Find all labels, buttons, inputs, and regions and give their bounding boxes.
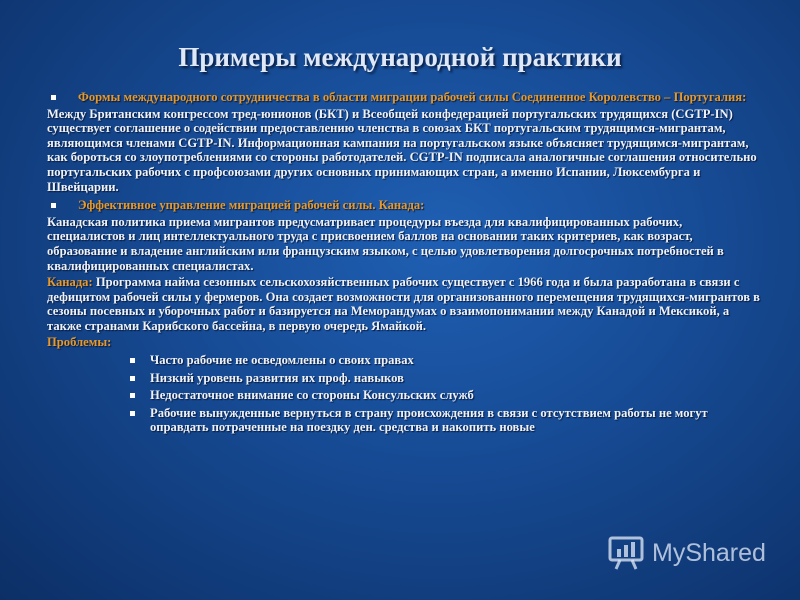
problem-item: Рабочие вынужденные вернуться в страну происхождения в связи с отсутствием работы не могут оправдать потраченные на поездку ден. средства и накопить новые (47, 406, 762, 435)
section-header-canada: Эффективное управление миграцией рабочей силы. Канада: (47, 198, 762, 213)
canada-label: Канада: (47, 275, 93, 290)
slide-content (47, 90, 762, 438)
section-header-uk-portugal: Формы международного сотрудничества в области миграции рабочей силы Соединенное Королевство – Португалия: (47, 90, 762, 105)
slide-title: Примеры международной практики (178, 42, 622, 72)
section-body-canada-policy: Канадская политика приема мигрантов предусматривает процедуры въезда для квалифицированных рабочих, специалистов и лиц интеллектуального труда с присвоением баллов на основании таких критериев, как возраст, образование и владение английским или французским языком, с целью удовлетворения долгосрочных потребностей в квалифицированных специалистах. (47, 214, 724, 273)
problem-item: Недостаточное внимание со стороны Консульских служб (47, 388, 762, 403)
watermark-text: MyShared (652, 538, 766, 567)
problems-header: Проблемы: (47, 334, 112, 349)
myshared-watermark (608, 533, 766, 573)
problem-item: Часто рабочие не осведомлены о своих правах (47, 353, 762, 368)
section-body-uk-portugal: Между Британским конгрессом тред-юнионов (БКТ) и Всеобщей конфедерацией португальских трудящихся (CGTP-IN) существует соглашение о содействии предоставлению членства в союзах БКТ португальским трудящимся-мигрантам, являющимся членами CGTP-IN. Информационная кампания на португальском языке объясняет трудящимся-мигрантам, как бороться со злоупотреблениями со стороны работодателей. CGTP-IN подписала аналогичные соглашения относительно португальских рабочих с профсоюзами других основных принимающих стран, а именно Испании, Люксембурга и Швейцарии. (47, 106, 757, 194)
problem-item: Низкий уровень развития их проф. навыков (47, 371, 762, 386)
presentation-board-icon (608, 536, 644, 570)
section-body-canada-program (47, 275, 762, 333)
problems-list (47, 353, 762, 435)
canada-program-text: Программа найма сезонных сельскохозяйственных рабочих существует с 1966 года и была разработана в связи с дефицитом рабочей силы у фермеров. Она создает возможности для организованного перемещения трудящихся-мигрантов в сезоны посевных и уборочных работ и базируется на Меморандумах о взаимопонимании между Канадой и Мексикой, а также странами Карибского бассейна, в первую очередь Ямайкой. (47, 275, 760, 333)
